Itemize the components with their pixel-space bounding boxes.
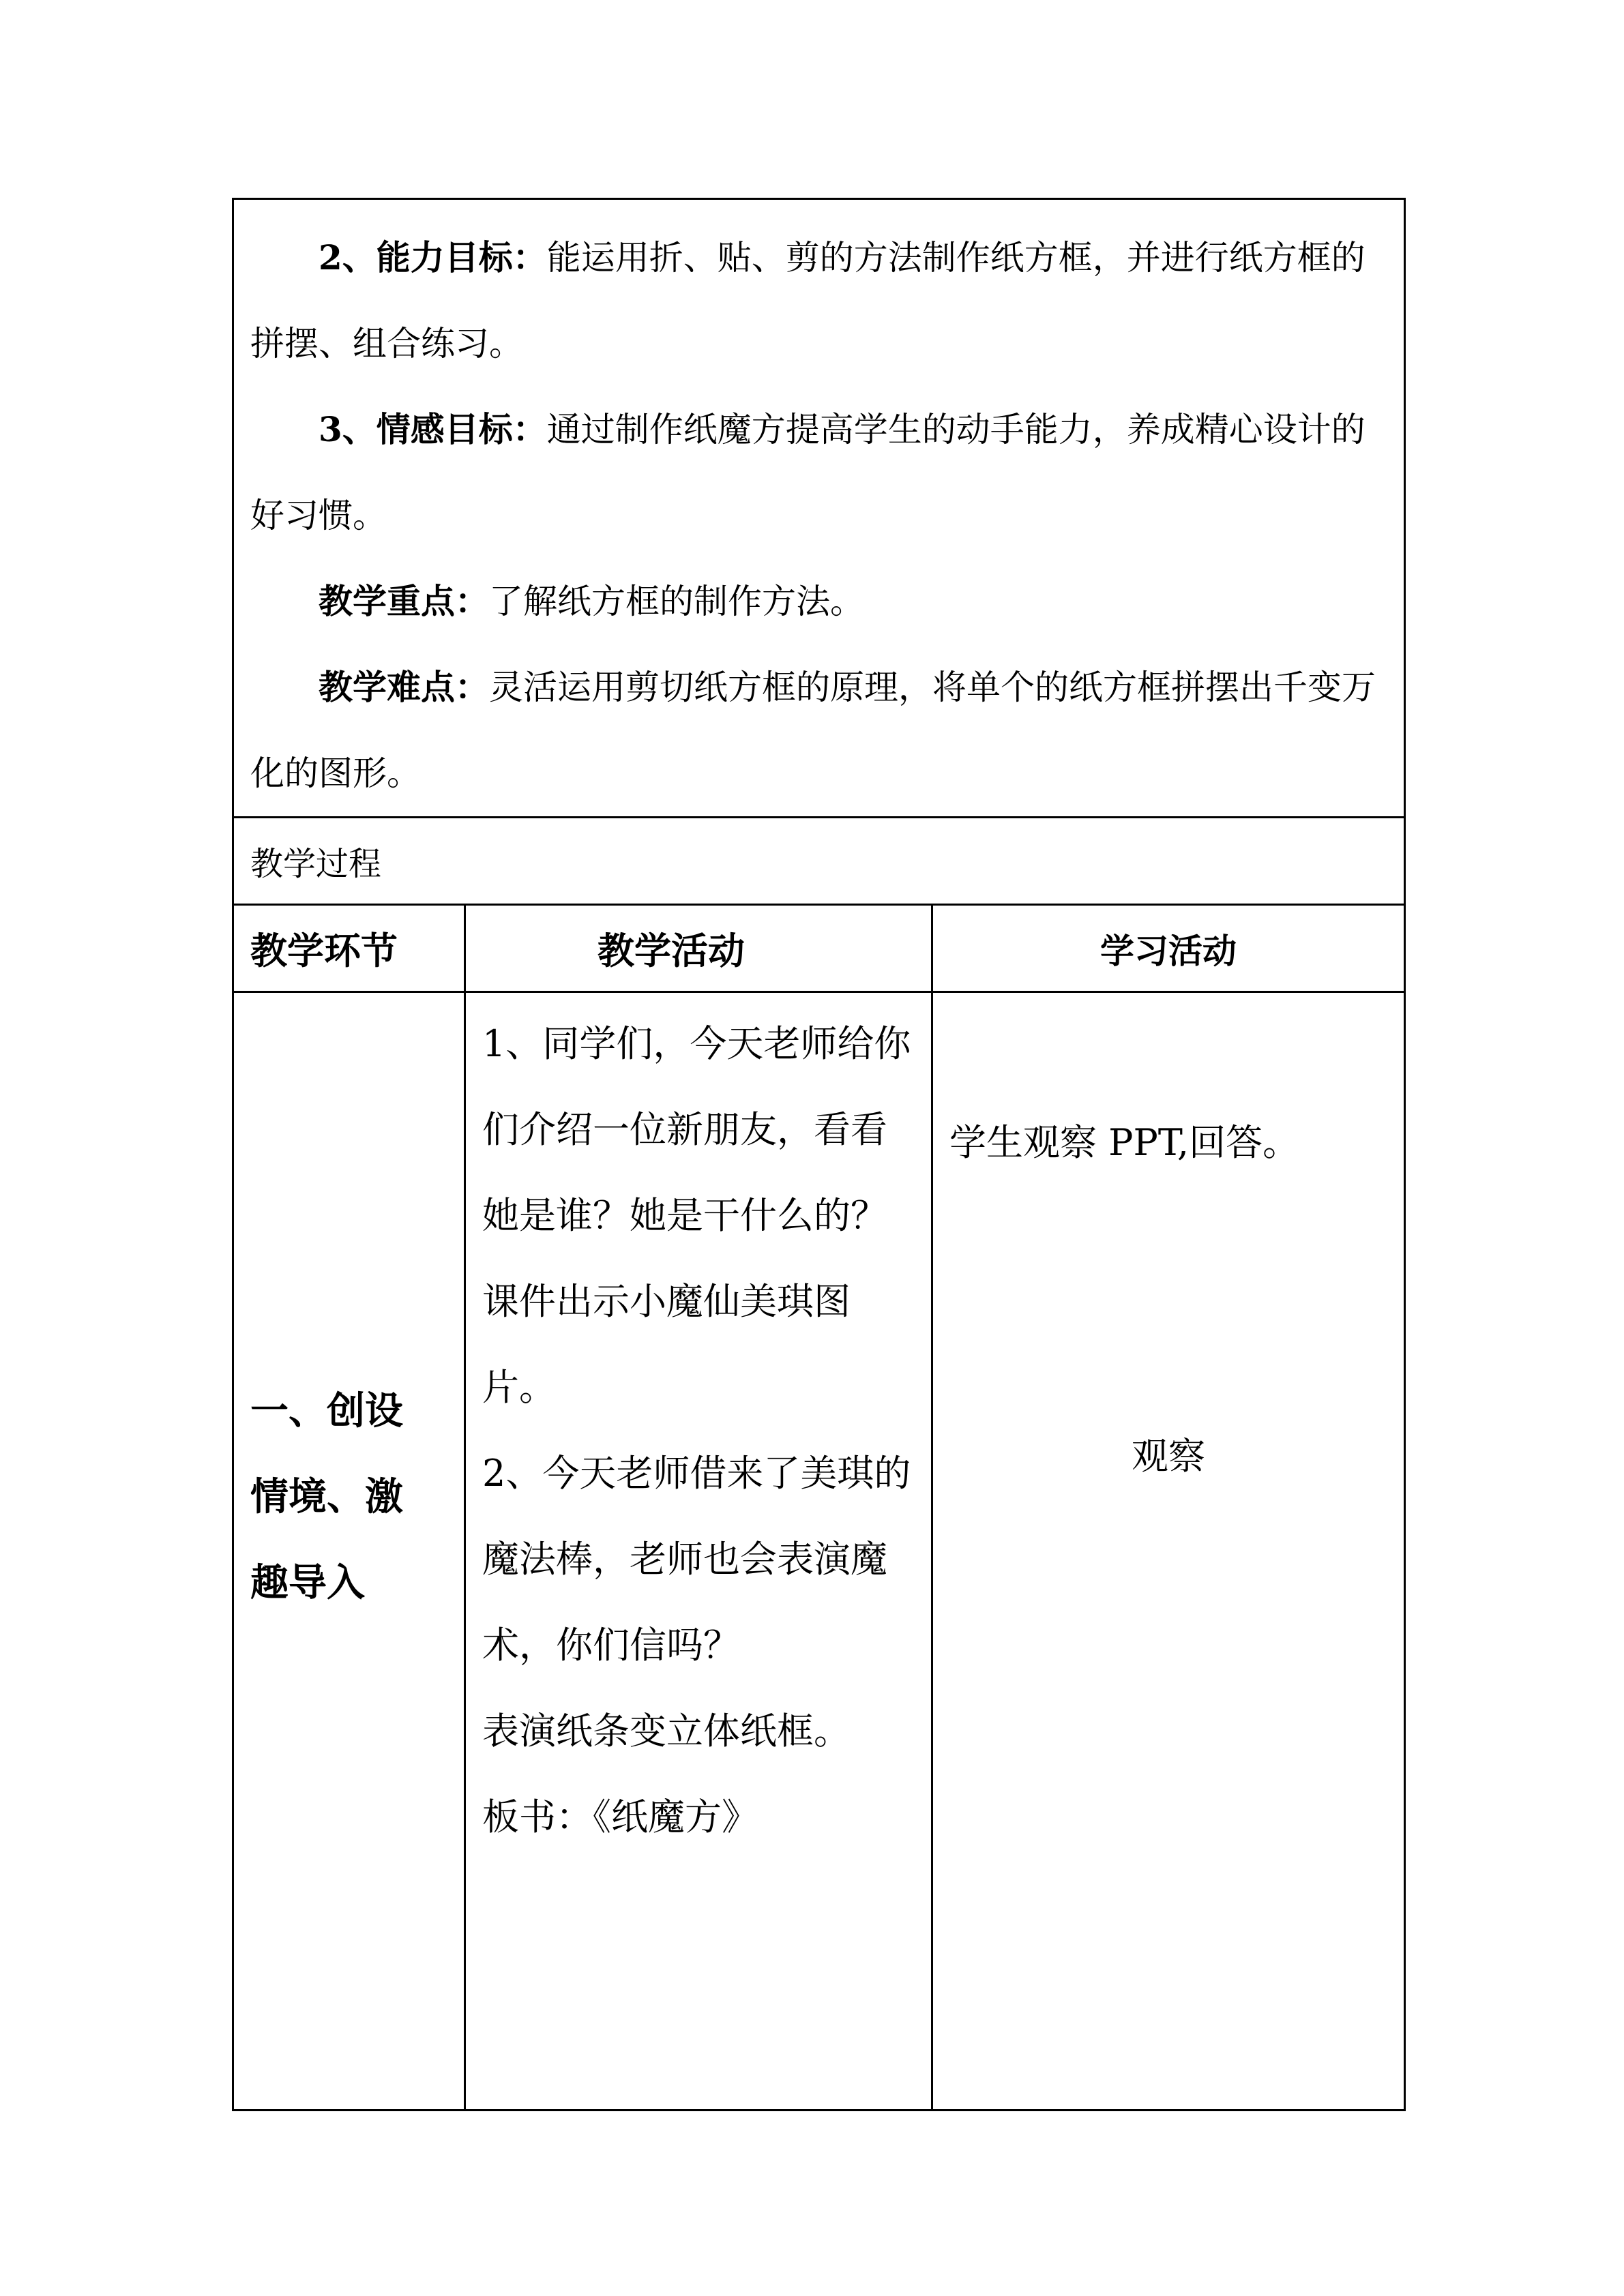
teaching-paragraph: 1、同学们，今天老师给你们介绍一位新朋友，看看她是谁？她是干什么的？ [482, 1022, 911, 1237]
teaching-paragraph: 课件出示小魔仙美琪图片。 [482, 1280, 851, 1409]
teaching-paragraph: 2、今天老师借来了美琪的魔法棒，老师也会表演魔术，你们信吗？ [482, 1452, 911, 1667]
difficulty-label: 教学难点： [319, 667, 489, 707]
ability-goal-text: 能运用折、贴、剪的方法制作纸方框，并进行纸方框的拼摆、组合练习。 [250, 238, 1365, 363]
goals-cell [233, 199, 1405, 818]
lesson-plan-table [232, 198, 1406, 2111]
header-teaching: 教学活动 [465, 905, 932, 992]
stage-cell [233, 992, 465, 2111]
difficulty-point [250, 644, 1390, 816]
key-point [250, 558, 1390, 644]
ability-goal-label: 2、能力目标： [319, 237, 547, 278]
table-row [233, 992, 1405, 2111]
emotion-goal-label: 3、情感目标： [319, 409, 547, 449]
learning-cell [932, 992, 1405, 2111]
teaching-cell [465, 992, 932, 2111]
emotion-goal-text: 通过制作纸魔方提高学生的动手能力，养成精心设计的好习惯。 [250, 410, 1365, 535]
key-point-label: 教学重点： [319, 581, 489, 621]
stage-text: 一、创设情境、激趣导入 [250, 1388, 403, 1605]
goals-row [233, 199, 1405, 818]
teaching-paragraph: 表演纸条变立体纸框。板书：《纸魔方》 [482, 1710, 851, 1838]
header-stage: 教学环节 [233, 905, 465, 992]
difficulty-text: 灵活运用剪切纸方框的原理，将单个的纸方框拼摆出千变万化的图形。 [250, 668, 1376, 793]
process-title: 教学过程 [233, 818, 1405, 905]
key-point-text: 了解纸方框的制作方法。 [489, 582, 864, 621]
header-row [233, 905, 1405, 992]
learning-answer: 学生观察 PPT,回答。 [949, 1121, 1300, 1164]
ability-goal [250, 215, 1390, 387]
emotion-goal [250, 387, 1390, 558]
header-learning: 学习活动 [932, 905, 1405, 992]
learning-observe: 观察 [1132, 1435, 1206, 1478]
process-title-row [233, 818, 1405, 905]
